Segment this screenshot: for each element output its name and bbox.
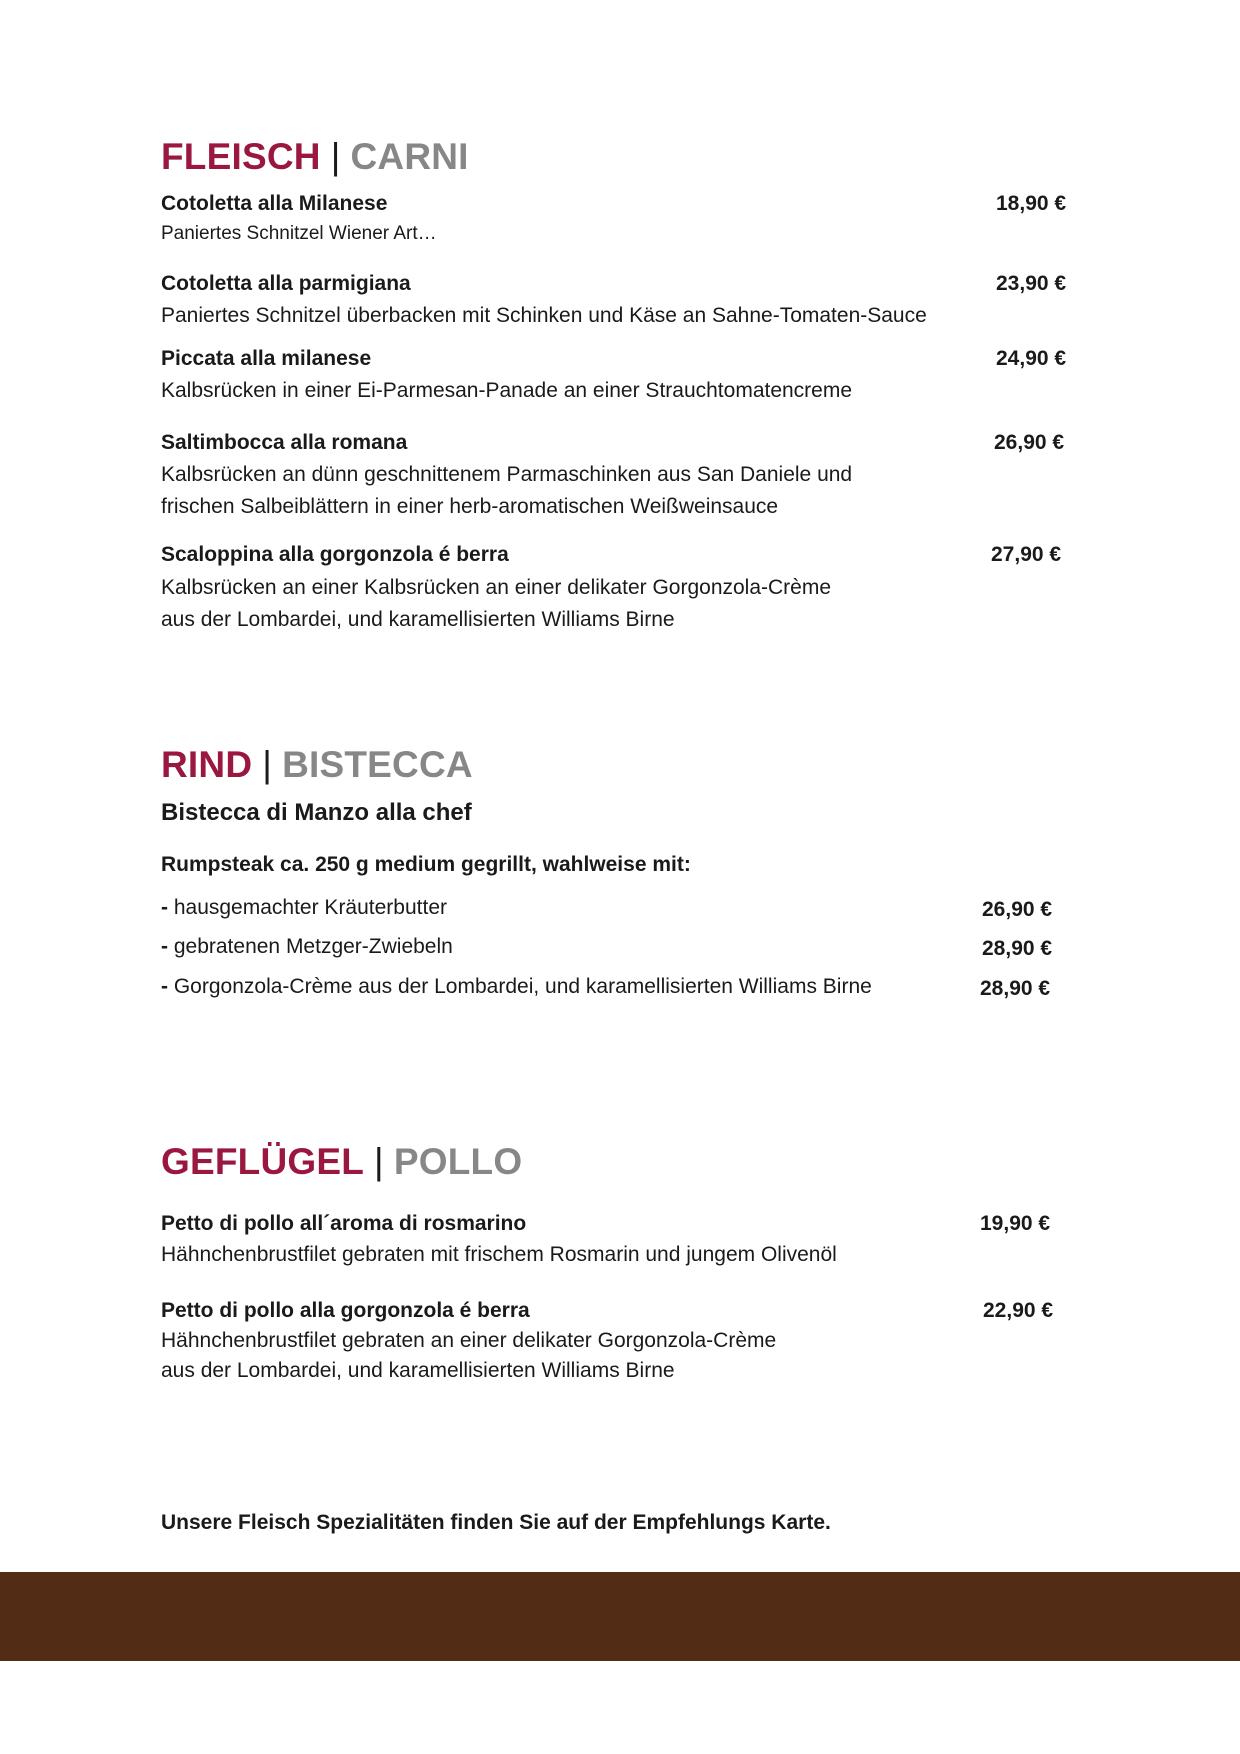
menu-item-price: 19,90 €	[980, 1212, 1051, 1235]
menu-item-description: Hähnchenbrustfilet gebraten mit frischem Rosmarin und jungem Olivenöl	[161, 1243, 837, 1266]
menu-item-price: 27,90 €	[991, 543, 1062, 566]
menu-item-description: Kalbsrücken in einer Ei-Parmesan-Panade an einer Strauchtomatencreme	[161, 379, 853, 402]
menu-item-description: Kalbsrücken an dünn geschnittenem Parmaschinken aus San Daniele und	[161, 463, 853, 486]
option-label: Gorgonzola-Crème aus der Lombardei, und karamellisierten Williams Birne	[173, 975, 872, 998]
menu-item-name: Cotoletta alla Milanese	[161, 192, 388, 215]
menu-item-name: Saltimbocca alla romana	[161, 431, 408, 454]
menu-item-name: Cotoletta alla parmigiana	[161, 272, 411, 295]
option-price: 26,90 €	[982, 898, 1053, 921]
option-bullet: -	[161, 975, 168, 998]
menu-item-price: 18,90 €	[996, 192, 1067, 215]
option-bullet: -	[161, 935, 168, 958]
section-title-separator: |	[374, 1141, 384, 1182]
dish-title: Bistecca di Manzo alla chef	[161, 799, 472, 826]
menu-item-description: aus der Lombardei, und karamellisierten Williams Birne	[161, 608, 675, 631]
footer-band	[0, 1572, 1240, 1661]
menu-item-name: Scaloppina alla gorgonzola é berra	[161, 543, 509, 566]
menu-item-description: Kalbsrücken an einer Kalbsrücken an einer delikater Gorgonzola-Crème	[161, 576, 832, 599]
dish-intro: Rumpsteak ca. 250 g medium gegrillt, wahlweise mit:	[161, 853, 691, 876]
menu-item-description: Hähnchenbrustfilet gebraten an einer delikater Gorgonzola-Crème	[161, 1329, 777, 1352]
section-title-fleisch	[161, 136, 469, 178]
section-title-it: CARNI	[350, 136, 469, 177]
option-line	[161, 971, 872, 1003]
menu-item-description: Paniertes Schnitzel Wiener Art…	[161, 223, 437, 244]
section-title-de: FLEISCH	[161, 136, 321, 177]
menu-item-price: 23,90 €	[996, 272, 1067, 295]
section-title-gefluegel	[161, 1141, 522, 1183]
option-price: 28,90 €	[982, 937, 1053, 960]
section-title-separator: |	[330, 136, 341, 177]
menu-item-name: Piccata alla milanese	[161, 347, 372, 370]
section-title-it: BISTECCA	[282, 744, 473, 785]
footer-note: Unsere Fleisch Spezialitäten finden Sie auf der Empfehlungs Karte.	[161, 1511, 831, 1534]
section-title-de: RIND	[161, 744, 253, 785]
option-line	[161, 931, 453, 963]
menu-item-price: 26,90 €	[994, 431, 1065, 454]
menu-item-description: frischen Salbeiblättern in einer herb-aromatischen Weißweinsauce	[161, 495, 779, 518]
section-title-rind	[161, 744, 473, 786]
menu-item-price: 24,90 €	[996, 347, 1067, 370]
option-label: hausgemachter Kräuterbutter	[173, 896, 447, 919]
menu-item-name: Petto di pollo alla gorgonzola é berra	[161, 1299, 530, 1322]
menu-item-price: 22,90 €	[983, 1299, 1054, 1322]
menu-item-name: Petto di pollo all´aroma di rosmarino	[161, 1212, 527, 1235]
menu-item-description: Paniertes Schnitzel überbacken mit Schinken und Käse an Sahne-Tomaten-Sauce	[161, 304, 927, 327]
option-line	[161, 892, 447, 924]
section-title-de: GEFLÜGEL	[161, 1141, 365, 1182]
option-bullet: -	[161, 896, 168, 919]
option-label: gebratenen Metzger-Zwiebeln	[173, 935, 453, 958]
menu-item-description: aus der Lombardei, und karamellisierten Williams Birne	[161, 1359, 675, 1382]
section-title-separator: |	[262, 744, 273, 785]
option-price: 28,90 €	[980, 977, 1051, 1000]
section-title-it: POLLO	[393, 1141, 523, 1182]
